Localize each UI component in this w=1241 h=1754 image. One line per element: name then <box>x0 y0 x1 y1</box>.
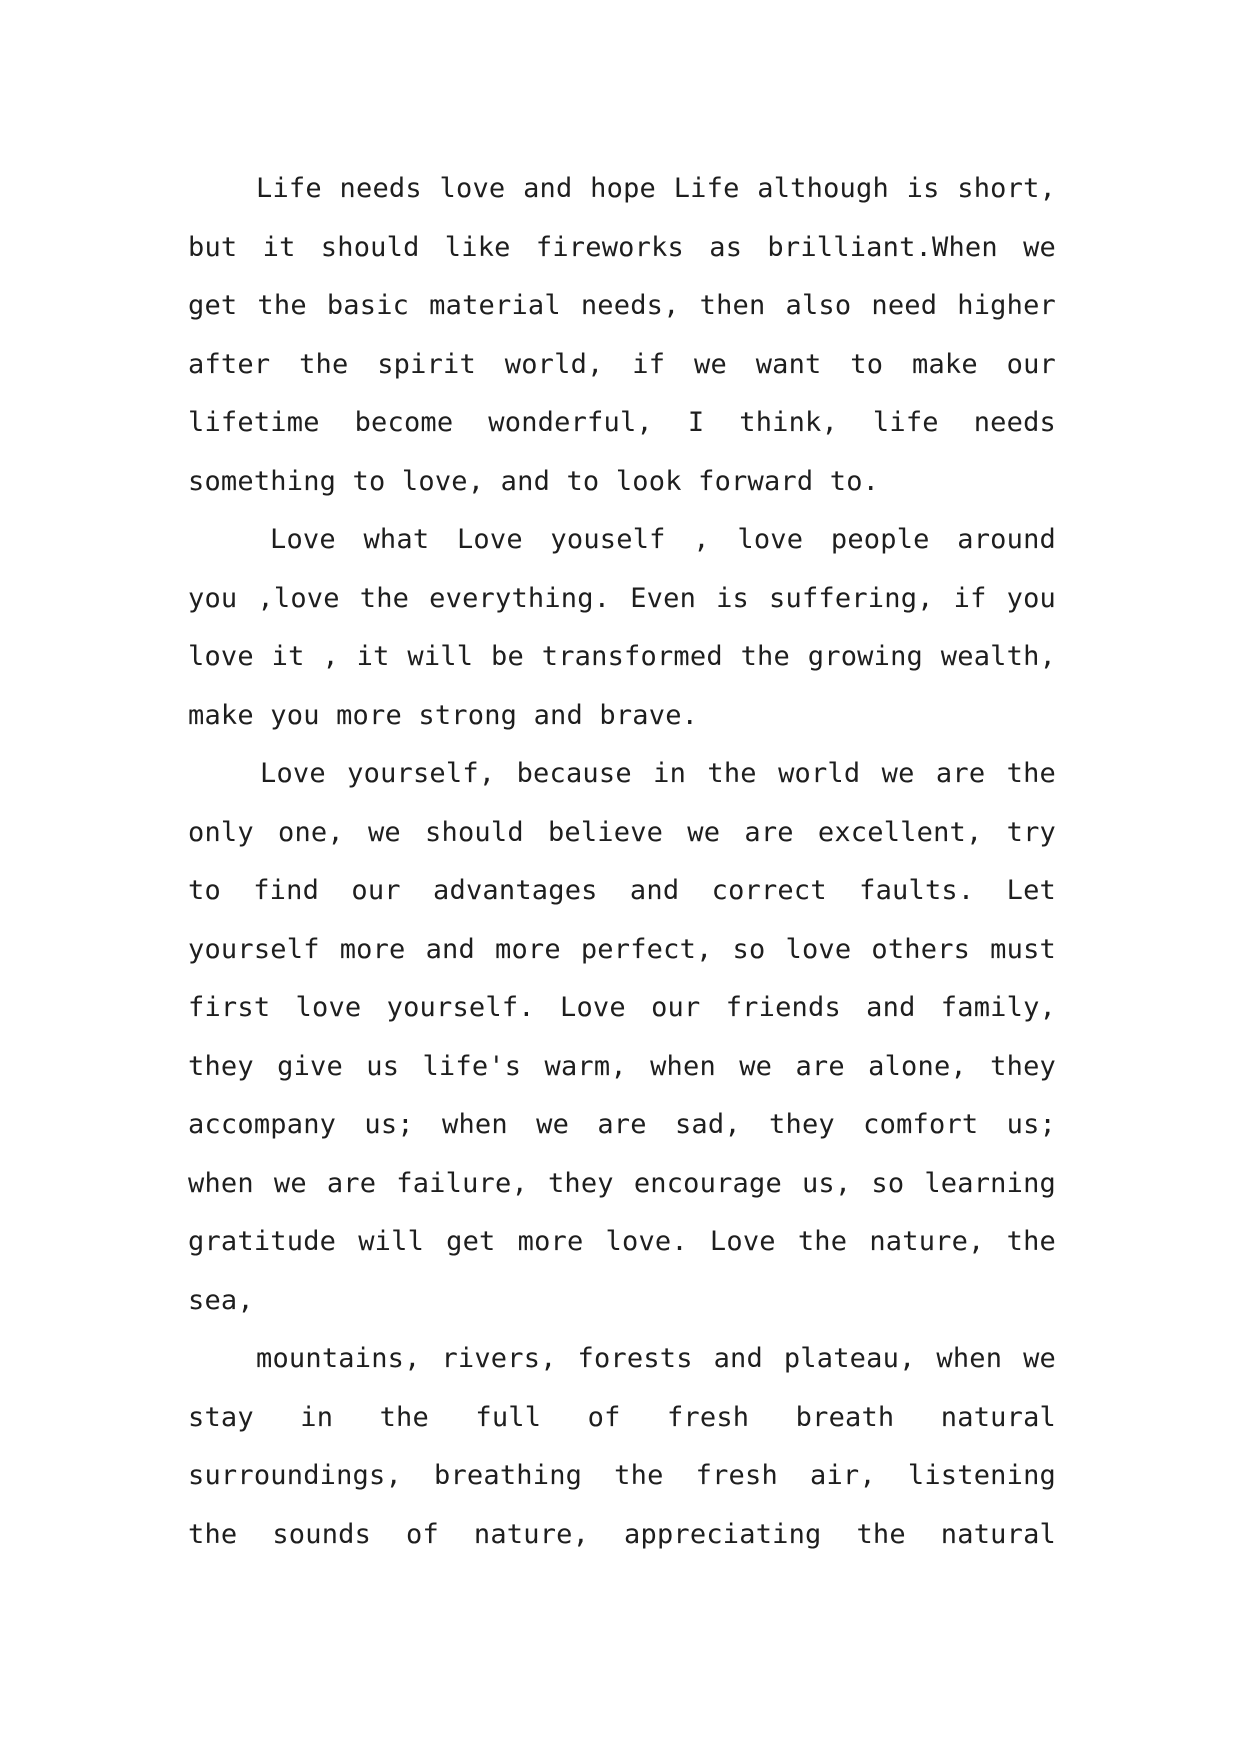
paragraph-line: you ,love the everything. Even is suffering, if you <box>188 582 1056 614</box>
paragraph-line: they give us life's warm, when we are alone, they <box>188 1050 1056 1082</box>
paragraph-line: get the basic material needs, then also need higher <box>188 290 1056 321</box>
paragraph-line: when we are failure, they encourage us, so learning <box>188 1167 1056 1199</box>
paragraph-line: sea, <box>188 1284 254 1316</box>
paragraph-line: lifetime become wonderful, I think, life needs <box>188 407 1056 438</box>
paragraph-line: first love yourself. Love our friends and family, <box>188 992 1056 1023</box>
paragraph-line: the sounds of nature, appreciating the natural <box>188 1518 1056 1550</box>
paragraph-line: yourself more and more perfect, so love others must <box>188 933 1056 965</box>
paragraph-line: something to love, and to look forward to. <box>188 465 880 497</box>
paragraph-line: gratitude will get more love. Love the nature, the <box>188 1226 1056 1257</box>
paragraph-line: Love what Love youself , love people around <box>270 524 1056 555</box>
paragraph-line: surroundings, breathing the fresh air, listening <box>188 1460 1056 1491</box>
paragraph-line: to find our advantages and correct faults. Let <box>188 875 1056 906</box>
paragraph-line: Love yourself, because in the world we are the <box>260 758 1056 789</box>
paragraph-line: love it , it will be transformed the growing wealth, <box>188 641 1056 672</box>
paragraph-line: only one, we should believe we are excellent, try <box>188 816 1056 848</box>
paragraph-line: mountains, rivers, forests and plateau, when we <box>256 1343 1056 1374</box>
paragraph-line: after the spirit world, if we want to make our <box>188 348 1056 380</box>
paragraph-line: but it should like fireworks as brilliant.When we <box>188 231 1056 263</box>
paragraph-line: Life needs love and hope Life although is short, <box>256 173 1056 204</box>
paragraph-line: accompany us; when we are sad, they comfort us; <box>188 1109 1056 1140</box>
paragraph-line: make you more strong and brave. <box>188 699 699 731</box>
document-body <box>188 160 1056 1564</box>
paragraph-line: stay in the full of fresh breath natural <box>188 1401 1056 1433</box>
